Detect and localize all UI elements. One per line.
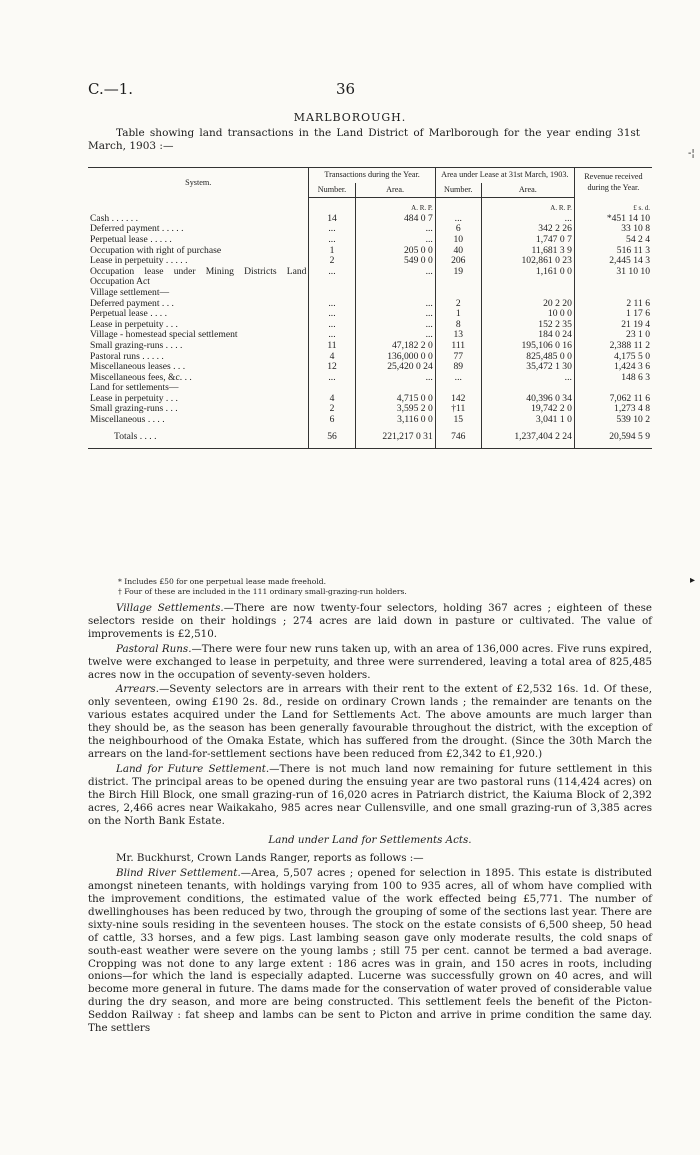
header-number: Number.: [309, 183, 355, 198]
paragraph-text: —There is not much land now remaining for future settlement in this district. The principal areas to be opened during the ensuing year are two pastoral runs (114,424 acres) on the Birch Hill Block, one small grazing-run of 16,020 acres in Patriarch district, the Kaiuma Block of 2,392 acres, 2,466 acres near Waikakaho, 985 acres near Cullensville, and one small grazing-run of 3,385 acres on the North Bank Estate.: [88, 762, 652, 827]
cell-a1: ...: [355, 224, 435, 235]
cell-rev: *451 14 10: [574, 214, 652, 225]
cell-rev: 1,424 3 6: [574, 362, 652, 373]
cell-system: Miscellaneous fees, &c. . .: [90, 371, 192, 383]
cell-n1: ...: [309, 224, 355, 235]
margin-mark: -¦: [688, 148, 695, 159]
cell-a2: 10 0 0: [481, 309, 574, 320]
cell-rev: 20,594 5 9: [574, 426, 652, 446]
cell-a2: [481, 288, 574, 299]
cell-n1: ...: [309, 373, 355, 384]
cell-system: Lease in perpetuity . . . . .: [90, 255, 188, 267]
table-row: [88, 415, 652, 426]
cell-rev: 23 1 0: [574, 330, 652, 341]
cell-a1: 205 0 0: [355, 246, 435, 257]
cell-n2: 8: [435, 320, 481, 331]
cell-n2: 13: [435, 330, 481, 341]
cell-system: Small grazing-runs . . .: [90, 403, 178, 415]
cell-a2: 3,041 1 0: [481, 415, 574, 426]
cell-a1: 3,116 0 0: [355, 415, 435, 426]
cell-a1: ...: [355, 330, 435, 341]
header-area: Area.: [355, 183, 435, 198]
cell-rev: 31 10 10: [574, 267, 652, 288]
report-intro: Mr. Buckhurst, Crown Lands Ranger, reports as follows :—: [116, 852, 424, 865]
cell-n2: 746: [435, 426, 481, 446]
cell-a2: 184 0 24: [481, 330, 574, 341]
paragraph-heading: Blind River Settlement.: [116, 867, 241, 880]
header-area: Area.: [481, 183, 574, 198]
cell-rev: 21 19 4: [574, 320, 652, 331]
cell-rev: 1 17 6: [574, 309, 652, 320]
cell-a2: ...: [481, 373, 574, 384]
cell-system: Village settlement—: [90, 286, 170, 298]
cell-a1: ...: [355, 320, 435, 331]
paragraph: [88, 763, 652, 828]
cell-a1: 549 0 0: [355, 256, 435, 267]
cell-n2: 1: [435, 309, 481, 320]
cell-a1: ...: [355, 299, 435, 310]
cell-n1: 1: [309, 246, 355, 257]
cell-n2: 10: [435, 235, 481, 246]
cell-rev: 4,175 5 0: [574, 352, 652, 363]
cell-rev: 1,273 4 8: [574, 404, 652, 415]
cell-system: Deferred payment . . .: [90, 297, 174, 309]
paragraph-text: —Area, 5,507 acres ; opened for selection in 1895. This estate is distributed amongst nineteen tenants, with holdings varying from 100 to 935 acres, all of whom have complied with the improvement conditions, the estimated value of the work effected being £5,771. The number of dwellinghouses has been reduced by two, through the grouping of some of the sections last year. There are sixty-nine souls residing in the seventeen houses. The stock on the estate consists of 6,500 sheep, 50 head of cattle, 33 horses, and a few pigs. Last lambing season gave only moderate results, the cold snaps of south-east weather were severe on the young lambs ; still 75 per cent. cannot be termed a bad average. Cropping was not done to any large extent : 186 acres was in grain, and 150 acres in roots, including onions—for which the land is especially adapted. Lucerne was successfully grown on 40 acres, and will become more general in future. The dams made for the conservation of water proved of considerable value during the dry season, and more are being constructed. This settlement feels the benefit of the Picton-Seddon Railway : fat sheep and lambs can be sent to Picton and arrive in prime condition the same day. The settlers: [88, 867, 653, 1035]
cell-a2: 342 2 26: [481, 224, 574, 235]
cell-n2: 142: [435, 394, 481, 405]
cell-n2: 2: [435, 299, 481, 310]
paragraph-text: —There were four new runs taken up, with an area of 136,000 acres. Five runs expired, twelve were exchanged to lease in perpetuity, and three were surrendered, leaving a total area of 825,485 acres now in the occupation of seventy-seven holders.: [88, 642, 652, 681]
paragraph-heading: Arrears.: [116, 683, 159, 696]
unit-money: £ s. d.: [574, 198, 652, 214]
cell-a1: ...: [355, 373, 435, 384]
paragraph: [88, 683, 652, 760]
paragraph-heading: Pastoral Runs.: [116, 642, 192, 655]
cell-n1: 11: [309, 341, 355, 352]
cell-a1: 47,182 2 0: [355, 341, 435, 352]
paragraph: [88, 643, 652, 682]
cell-a2: 152 2 35: [481, 320, 574, 331]
cell-rev: [574, 288, 652, 299]
cell-n2: 206: [435, 256, 481, 267]
cell-a2: 195,106 0 16: [481, 341, 574, 352]
district-title: MARLBOROUGH.: [293, 111, 407, 124]
cell-a2: 40,396 0 34: [481, 394, 574, 405]
table-row: [88, 288, 652, 299]
cell-n1: ...: [309, 267, 355, 288]
cell-a2: 35,472 1 30: [481, 362, 574, 373]
cell-n1: ...: [309, 320, 355, 331]
cell-rev: 54 2 4: [574, 235, 652, 246]
header-transactions: Transactions during the Year.: [309, 168, 435, 183]
cell-n1: 2: [309, 256, 355, 267]
cell-system: Cash . . . . . .: [90, 212, 138, 224]
cell-system: Perpetual lease . . . .: [90, 308, 167, 320]
cell-n2: 77: [435, 352, 481, 363]
table-row: [88, 267, 652, 288]
table-row: [88, 235, 652, 246]
cell-a2: 1,237,404 2 24: [481, 426, 574, 446]
paragraph-heading: Land for Future Settlement.: [116, 762, 270, 775]
page-number: 36: [336, 80, 356, 98]
cell-system: Perpetual lease . . . . .: [90, 233, 172, 245]
cell-system: Occupation lease under Mining Districts Land Occupation Act: [90, 265, 307, 288]
table-row: [88, 341, 652, 352]
header-number: Number.: [435, 183, 481, 198]
cell-a1: 136,000 0 0: [355, 352, 435, 363]
cell-n2: ...: [435, 373, 481, 384]
header-system: System.: [88, 168, 309, 198]
cell-system: Lease in perpetuity . . .: [90, 392, 178, 404]
cell-system: Miscellaneous leases . . .: [90, 361, 186, 373]
cell-rev: 148 6 3: [574, 373, 652, 384]
table-body: [88, 198, 652, 449]
cell-system: Deferred payment . . . . .: [90, 223, 184, 235]
cell-n2: 89: [435, 362, 481, 373]
cell-a2: 102,861 0 23: [481, 256, 574, 267]
cell-a1: 4,715 0 0: [355, 394, 435, 405]
cell-n2: 111: [435, 341, 481, 352]
cell-system: Totals . . . .: [114, 430, 157, 442]
section-subheading: Land under Land for Settlements Acts.: [268, 834, 472, 847]
table-end-rule: [88, 445, 652, 449]
footnotes: [118, 577, 407, 596]
cell-a1: ...: [355, 267, 435, 288]
totals-row: [88, 426, 652, 446]
cell-system: Small grazing-runs . . . .: [90, 339, 183, 351]
cell-a2: 1,161 0 0: [481, 267, 574, 288]
table-caption: Table showing land transactions in the Land District of Marlborough for the year ending 31st March, 1903 :—: [88, 127, 640, 152]
cell-a1: 484 0 7: [355, 214, 435, 225]
cell-rev: 7,062 11 6: [574, 394, 652, 405]
paragraph: [88, 867, 652, 1035]
margin-mark: ▸: [690, 575, 696, 586]
document-code: C.—1.: [88, 80, 134, 98]
paragraph-heading: Village Settlements.: [116, 602, 224, 614]
cell-rev: 33 10 8: [574, 224, 652, 235]
cell-n1: ...: [309, 235, 355, 246]
cell-n1: [309, 288, 355, 299]
header-lease-area: Area under Lease at 31st March, 1903.: [435, 168, 574, 183]
cell-system: Pastoral runs . . . . .: [90, 350, 164, 362]
footnote: † Four of these are included in the 111 ordinary small-grazing-run holders.: [118, 586, 407, 596]
cell-n2: 6: [435, 224, 481, 235]
cell-n2: †11: [435, 404, 481, 415]
cell-a1: 3,595 2 0: [355, 404, 435, 415]
cell-n2: 40: [435, 246, 481, 257]
cell-a1: [355, 288, 435, 299]
footnote: * Includes £50 for one perpetual lease made freehold.: [118, 577, 327, 586]
paragraph-text: —There are now twenty-four selectors, holding 367 acres ; eighteen of these selectors reside on their holdings ; 274 acres are laid down in pasture or cultivated. The value of improvements is £2,510.: [88, 602, 652, 640]
cell-n1: 2: [309, 404, 355, 415]
cell-rev: 2,388 11 2: [574, 341, 652, 352]
paragraph: [88, 602, 652, 641]
cell-a2: ...: [481, 214, 574, 225]
cell-n1: 6: [309, 415, 355, 426]
cell-n1: 56: [309, 426, 355, 446]
cell-rev: 539 10 2: [574, 415, 652, 426]
cell-rev: 516 11 3: [574, 246, 652, 257]
cell-n1: ...: [309, 299, 355, 310]
unit-area: A. R. P.: [355, 198, 435, 214]
cell-system: Village - homestead special settlement: [90, 329, 238, 341]
cell-n1: 4: [309, 394, 355, 405]
cell-a1: 221,217 0 31: [355, 426, 435, 446]
unit-area: A. R. P.: [481, 198, 574, 214]
cell-a1: 25,420 0 24: [355, 362, 435, 373]
cell-a2: 1,747 0 7: [481, 235, 574, 246]
cell-rev: 2,445 14 3: [574, 256, 652, 267]
paragraph-text: —Seventy selectors are in arrears with their rent to the extent of £2,532 16s. 1d. Of these, only seventeen, owing £190 2s. 8d., reside on ordinary Crown lands ; the remainder are tenants on the various estates acquired under the Land for Settlements Act. The above amounts are much larger than they should be, as the season has been generally favourable throughout the district, with the exception of the neighbourhood of the Omaka Estate, which has suffered from the drought. (Since the 30th March the arrears on the land-for-settlement sections have been reduced from £2,342 to £1,920.): [88, 683, 652, 760]
units-row: [88, 198, 652, 214]
cell-n1: 4: [309, 352, 355, 363]
header-revenue: Revenue received during the Year.: [574, 168, 652, 198]
cell-system: Miscellaneous . . . .: [90, 414, 165, 426]
cell-a1: ...: [355, 309, 435, 320]
cell-n2: ...: [435, 214, 481, 225]
cell-n1: ...: [309, 309, 355, 320]
cell-a1: ...: [355, 235, 435, 246]
cell-system: Occupation with right of purchase: [90, 244, 222, 256]
cell-n2: [435, 288, 481, 299]
cell-rev: 2 11 6: [574, 299, 652, 310]
cell-a2: 20 2 20: [481, 299, 574, 310]
cell-a2: 11,681 3 9: [481, 246, 574, 257]
cell-system: Lease in perpetuity . . .: [90, 318, 178, 330]
cell-a2: 825,485 0 0: [481, 352, 574, 363]
cell-n1: ...: [309, 330, 355, 341]
cell-n2: 19: [435, 267, 481, 288]
cell-n1: 12: [309, 362, 355, 373]
report-body: [88, 602, 652, 1037]
cell-n2: 15: [435, 415, 481, 426]
cell-a2: 19,742 2 0: [481, 404, 574, 415]
land-transactions-table: [88, 167, 652, 449]
cell-system: Land for settlements—: [90, 382, 179, 394]
cell-n1: 14: [309, 214, 355, 225]
